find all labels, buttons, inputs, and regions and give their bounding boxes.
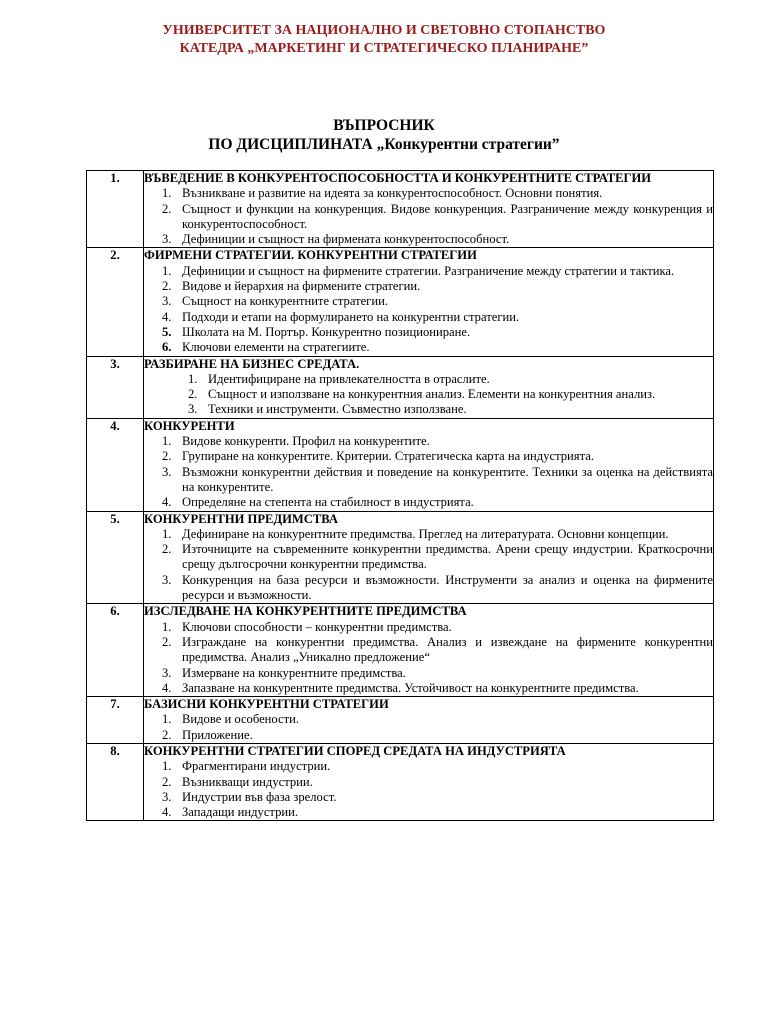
department-name: КАТЕДРА „МАРКЕТИНГ И СТРАТЕГИЧЕСКО ПЛАНИРАНЕ” [179, 41, 589, 56]
section-number: 3. [87, 356, 144, 418]
section-row [87, 248, 714, 356]
question-number: 2. [162, 449, 172, 464]
section-number: 4. [87, 418, 144, 511]
question-item [144, 279, 713, 294]
question-text: Подходи и етапи на формулирането на конкурентни стратегии. [182, 309, 520, 324]
question-item [144, 202, 713, 233]
question-text: Техники и инструменти. Съвместно използване. [208, 402, 467, 417]
question-text: Приложение. [182, 727, 253, 742]
question-item [144, 620, 713, 635]
section-row [87, 418, 714, 511]
section-row [87, 743, 714, 820]
question-number: 1. [162, 263, 172, 278]
section-content [144, 171, 714, 248]
question-number: 1. [162, 186, 172, 201]
question-text: Школата на М. Портър. Конкурентно позициониране. [182, 324, 471, 339]
question-text: Фрагментирани индустрии. [182, 759, 331, 774]
section-title: БАЗИСНИ КОНКУРЕНТНИ СТРАТЕГИИ [144, 697, 389, 712]
question-item [144, 264, 713, 279]
section-title: ФИРМЕНИ СТРАТЕГИИ. КОНКУРЕНТНИ СТРАТЕГИИ [144, 248, 477, 263]
question-number: 5. [162, 324, 172, 339]
question-number: 3. [162, 232, 172, 247]
question-item [144, 232, 713, 247]
question-text: Идентифициране на привлекателността в отраслите. [208, 371, 490, 386]
question-number: 3. [162, 789, 172, 804]
section-title: РАЗБИРАНЕ НА БИЗНЕС СРЕДАТА. [144, 356, 360, 371]
section-row [87, 697, 714, 744]
question-text: Видове конкуренти. Профил на конкурентите. [182, 434, 430, 449]
question-number: 4. [162, 805, 172, 820]
question-item [144, 402, 713, 417]
question-text: Възникване и развитие на идеята за конкурентоспособност. Основни понятия. [182, 186, 603, 201]
question-item [144, 434, 713, 449]
section-question-list [144, 620, 713, 696]
question-number: 4. [162, 495, 172, 510]
question-text: Възможни конкурентни действия и поведение на конкурентите. Техники за оценка на действията на конкурентите. [182, 464, 713, 494]
question-item [144, 294, 713, 309]
question-number: 2. [162, 634, 172, 649]
section-content [144, 511, 714, 604]
question-item [144, 449, 713, 464]
question-number: 3. [162, 665, 172, 680]
section-title: ВЪВЕДЕНИЕ В КОНКУРЕНТОСПОСОБНОСТТА И КОНКУРЕНТНИТЕ СТРАТЕГИИ [144, 171, 652, 185]
question-item [144, 186, 713, 201]
question-text: Дефиниции и същност на фирмените стратегии. Разграничение между стратегии и тактика. [182, 263, 675, 278]
section-number: 6. [87, 604, 144, 697]
question-item [144, 372, 713, 387]
university-name: УНИВЕРСИТЕТ ЗА НАЦИОНАЛНО И СВЕТОВНО СТОПАНСТВО [162, 23, 606, 38]
section-title: КОНКУРЕНТНИ СТРАТЕГИИ СПОРЕД СРЕДАТА НА ИНДУСТРИЯТА [144, 743, 566, 758]
question-text: Измерване на конкурентните предимства. [182, 665, 406, 680]
question-text: Запазване на конкурентните предимства. Устойчивост на конкурентните предимства. [182, 680, 639, 695]
question-number: 1. [162, 434, 172, 449]
section-row [87, 604, 714, 697]
question-item [144, 728, 713, 743]
question-text: Определяне на степента на стабилност в индустрията. [182, 495, 474, 510]
question-item [144, 340, 713, 355]
section-number: 7. [87, 697, 144, 744]
question-number: 2. [188, 387, 198, 402]
section-row [87, 356, 714, 418]
question-item [144, 775, 713, 790]
question-number: 1. [162, 712, 172, 727]
section-question-list [144, 264, 713, 356]
question-item [144, 495, 713, 510]
question-text: Изграждане на конкурентни предимства. Анализ и извеждане на фирмените конкурентни предимства. Анализ „Уникално предложение“ [182, 634, 713, 665]
question-number: 2. [162, 542, 172, 557]
section-content [144, 356, 714, 418]
question-number: 2. [162, 201, 172, 216]
question-number: 3. [188, 402, 198, 417]
question-number: 1. [162, 759, 172, 774]
section-number: 8. [87, 743, 144, 820]
question-text: Ключови способности – конкурентни предимства. [182, 619, 452, 634]
question-text: Същност на конкурентните стратегии. [182, 294, 388, 309]
section-content [144, 743, 714, 820]
section-question-list [144, 712, 713, 743]
section-question-list [144, 186, 713, 247]
question-number: 3. [162, 464, 172, 479]
question-text: Дефиниране на конкурентните предимства. Преглед на литературата. Основни концепции. [182, 526, 669, 541]
document-title [0, 116, 768, 154]
question-number: 2. [162, 279, 172, 294]
section-content [144, 604, 714, 697]
questions-table [86, 170, 714, 821]
question-text: Западащи индустрии. [182, 805, 299, 820]
question-item [144, 527, 713, 542]
question-text: Ключови елементи на стратегиите. [182, 340, 370, 355]
title-line-2: ПО ДИСЦИПЛИНАТА „Конкурентни стратегии” [208, 136, 560, 153]
title-line-1: ВЪПРОСНИК [333, 117, 435, 134]
question-text: Същност и използване на конкурентния анализ. Елементи на конкурентния анализ. [208, 387, 656, 402]
question-item [144, 465, 713, 496]
question-number: 2. [162, 727, 172, 742]
question-item [144, 542, 713, 573]
question-text: Видове и йерархия на фирмените стратегии. [182, 279, 421, 294]
question-text: Дефиниции и същност на фирмената конкурентоспособност. [182, 232, 510, 247]
section-content [144, 248, 714, 356]
question-item [144, 573, 713, 604]
section-number: 1. [87, 171, 144, 248]
question-item [144, 325, 713, 340]
section-row [87, 511, 714, 604]
section-number: 5. [87, 511, 144, 604]
question-text: Конкуренция на база ресурси и възможности. Инструменти за анализ и оценка на фирмените ресурси и възможности. [182, 572, 713, 603]
university-header [0, 22, 768, 58]
question-item [144, 681, 713, 696]
question-item [144, 635, 713, 666]
question-number: 6. [162, 340, 172, 355]
question-number: 4. [162, 309, 172, 324]
question-item [144, 712, 713, 727]
question-number: 1. [162, 619, 172, 634]
question-text: Индустрии във фаза зрелост. [182, 789, 337, 804]
section-content [144, 418, 714, 511]
question-text: Групиране на конкурентите. Критерии. Стратегическа карта на индустрията. [182, 449, 594, 464]
question-number: 4. [162, 680, 172, 695]
question-text: Видове и особености. [182, 712, 300, 727]
section-question-list [144, 759, 713, 820]
question-item [144, 805, 713, 820]
question-item [144, 387, 713, 402]
question-item [144, 666, 713, 681]
question-text: Същност и функции на конкуренция. Видове конкуренция. Разграничение между конкуренция и конкурентоспособност. [182, 201, 713, 231]
question-text: Възникващи индустрии. [182, 774, 313, 789]
section-row [87, 171, 714, 248]
question-text: Източниците на съвременните конкурентни предимства. Арени срещу индустрии. Краткосрочни срещу дългосрочни конкурентни предимства. [182, 542, 713, 572]
question-number: 1. [188, 371, 198, 386]
question-number: 2. [162, 774, 172, 789]
question-number: 3. [162, 572, 172, 587]
section-question-list [144, 372, 713, 418]
section-title: КОНКУРЕНТНИ ПРЕДИМСТВА [144, 511, 338, 526]
question-item [144, 790, 713, 805]
section-number: 2. [87, 248, 144, 356]
section-question-list [144, 434, 713, 510]
section-question-list [144, 527, 713, 603]
question-number: 1. [162, 526, 172, 541]
question-number: 3. [162, 294, 172, 309]
question-item [144, 310, 713, 325]
section-title: КОНКУРЕНТИ [144, 418, 235, 433]
section-title: ИЗСЛЕДВАНЕ НА КОНКУРЕНТНИТЕ ПРЕДИМСТВА [144, 604, 467, 619]
question-item [144, 759, 713, 774]
section-content [144, 697, 714, 744]
